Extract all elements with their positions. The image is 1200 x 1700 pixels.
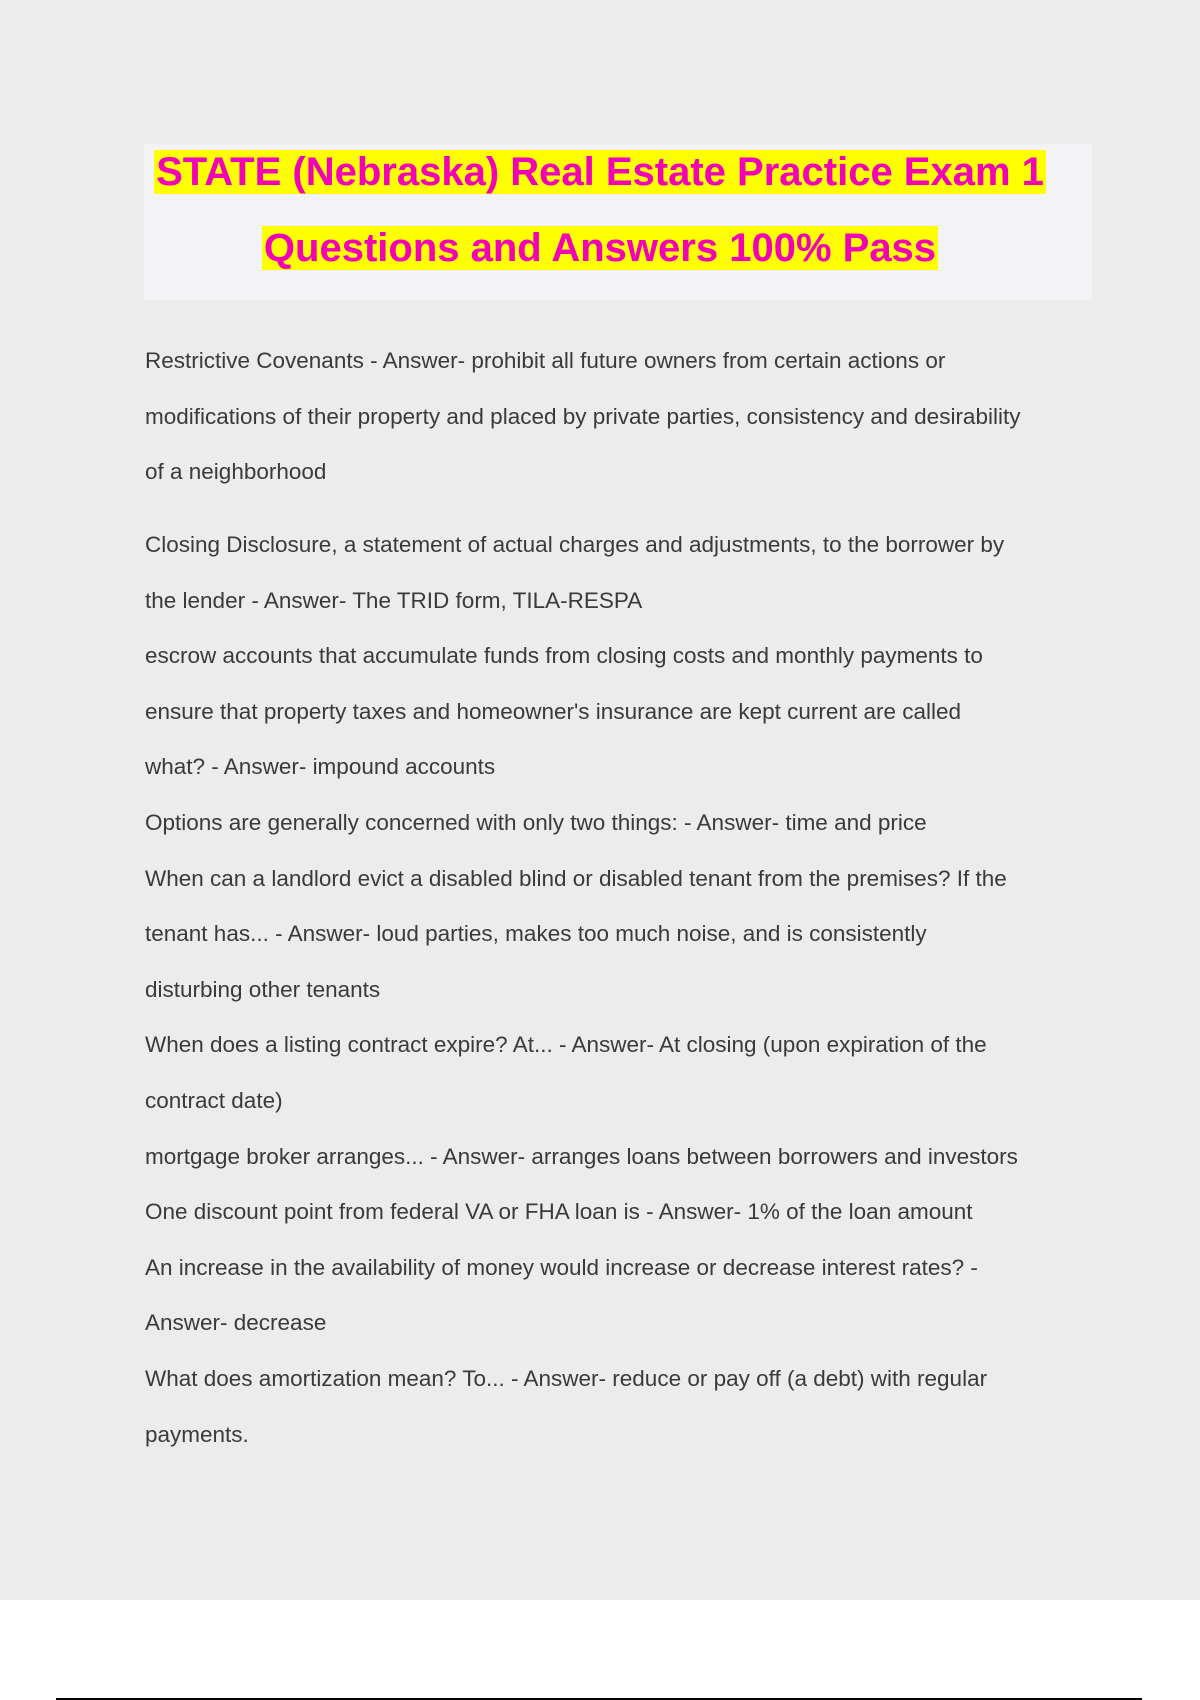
body-text-line: contract date) [145,1088,283,1113]
body-text-line: tenant has... - Answer- loud parties, makes too much noise, and is consistently [145,921,927,946]
title-highlight-1: STATE (Nebraska) Real Estate Practice Exam 1 [156,150,1044,194]
body-text-line: of a neighborhood [145,459,327,484]
body-text-line: escrow accounts that accumulate funds from closing costs and monthly payments to [145,643,983,668]
body-text-line: When does a listing contract expire? At... - Answer- At closing (upon expiration of the [145,1032,987,1057]
document-title-line-1 [0,148,1200,196]
body-text-line: One discount point from federal VA or FHA loan is - Answer- 1% of the loan amount [145,1199,973,1224]
body-text-line: mortgage broker arranges... - Answer- arranges loans between borrowers and investors [145,1144,1018,1169]
body-text-line: the lender - Answer- The TRID form, TILA-RESPA [145,588,643,613]
body-text-line: Answer- decrease [145,1310,327,1335]
body-text-line: Options are generally concerned with only two things: - Answer- time and price [145,810,927,835]
title-highlight-2: Questions and Answers 100% Pass [263,226,937,270]
page-footer [0,1600,1200,1700]
body-text-line: An increase in the availability of money would increase or decrease interest rates? - [145,1255,978,1280]
body-text-line: What does amortization mean? To... - Answer- reduce or pay off (a debt) with regular [145,1366,988,1391]
body-text-line: disturbing other tenants [145,977,381,1002]
body-text-line: ensure that property taxes and homeowner's insurance are kept current are called [145,699,961,724]
document-title-line-2 [0,224,1200,272]
body-text-line: Closing Disclosure, a statement of actual charges and adjustments, to the borrower by [145,532,1005,557]
body-text-line: Restrictive Covenants - Answer- prohibit all future owners from certain actions or [145,348,946,373]
body-text-line: payments. [145,1422,249,1447]
body-text-line: When can a landlord evict a disabled blind or disabled tenant from the premises? If the [145,866,1007,891]
body-text-line: modifications of their property and placed by private parties, consistency and desirability [145,404,1021,429]
body-text-line: what? - Answer- impound accounts [145,754,496,779]
